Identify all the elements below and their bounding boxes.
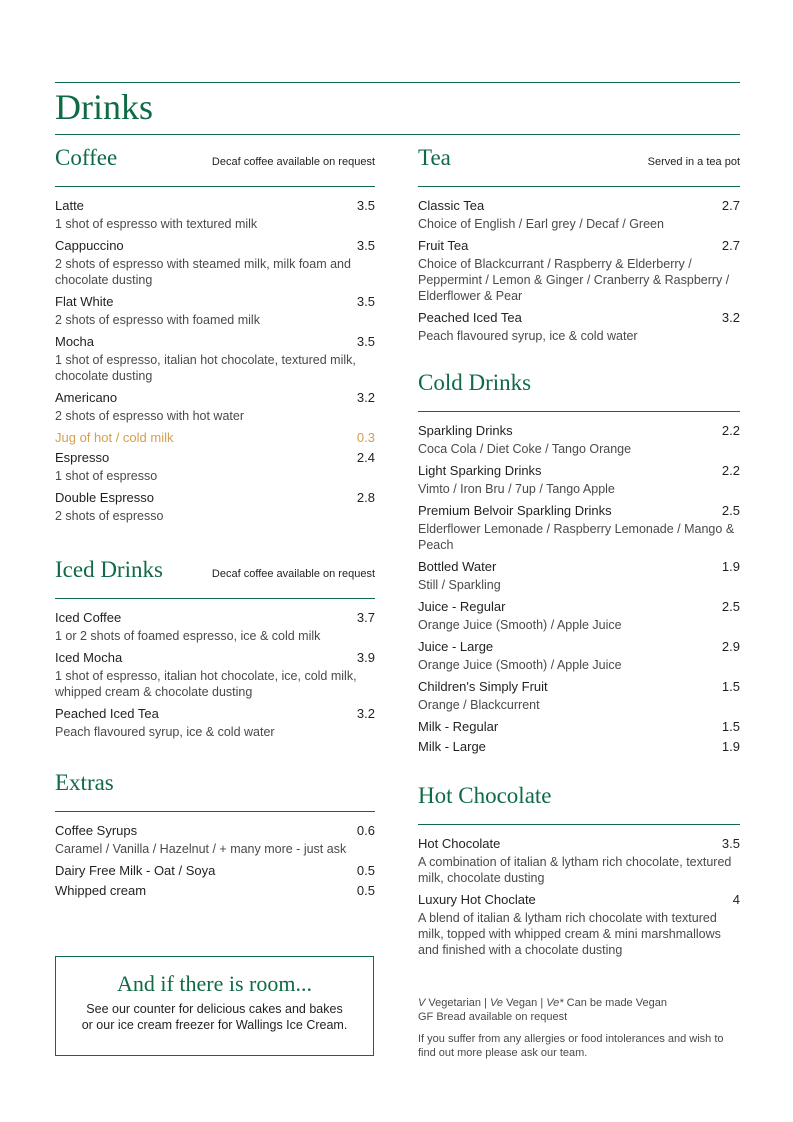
item-name: Juice - Large	[418, 639, 494, 654]
menu-item	[418, 196, 740, 232]
hot-items	[418, 834, 740, 958]
item-price: 2.5	[721, 599, 740, 614]
menu-item-row	[418, 677, 740, 697]
item-price: 0.5	[356, 863, 375, 878]
title-rule	[55, 134, 740, 135]
item-description: Choice of English / Earl grey / Decaf / Green	[418, 217, 664, 231]
menu-item-row	[55, 608, 375, 628]
item-price: 2.7	[721, 198, 740, 213]
item-name: Classic Tea	[418, 198, 485, 213]
menu-item	[418, 834, 740, 886]
menu-item	[418, 737, 740, 757]
gf-note: GF Bread available on request	[418, 1011, 568, 1023]
iced-note: Decaf coffee available on request	[211, 568, 375, 580]
menu-item-row	[55, 388, 375, 408]
item-description: Choice of Blackcurrant / Raspberry & Elderberry / Peppermint / Lemon & Ginger / Cranberry & Raspberry / Elderflower & Pear	[418, 257, 730, 303]
item-price: 3.5	[356, 294, 375, 309]
item-price: 0.5	[356, 883, 375, 898]
item-price: 2.2	[721, 463, 740, 478]
menu-item-row	[418, 890, 740, 910]
hot-section	[418, 784, 740, 962]
menu-item	[418, 308, 740, 344]
hot-title: Hot Chocolate	[418, 783, 552, 808]
room-box	[55, 956, 374, 1056]
menu-item-row	[55, 428, 375, 448]
key-ve-text: Vegan |	[503, 997, 547, 1009]
item-description: 1 or 2 shots of foamed espresso, ice & cold milk	[55, 629, 321, 643]
item-description: 1 shot of espresso, italian hot chocolate, ice, cold milk, whipped cream & chocolate dusting	[55, 669, 357, 699]
menu-item-row	[418, 461, 740, 481]
menu-item-row	[418, 597, 740, 617]
menu-item	[55, 428, 375, 448]
item-name: Americano	[55, 390, 118, 405]
item-price: 2.2	[721, 423, 740, 438]
item-description: 1 shot of espresso, italian hot chocolate, textured milk, chocolate dusting	[55, 353, 356, 383]
item-name: Peached Iced Tea	[418, 310, 522, 325]
menu-item	[55, 488, 375, 524]
item-description: 2 shots of espresso with hot water	[55, 409, 244, 423]
room-title: And if there is room...	[117, 971, 312, 996]
menu-item-row	[55, 881, 375, 901]
item-price: 3.5	[356, 238, 375, 253]
item-price: 1.9	[721, 559, 740, 574]
menu-item-row	[418, 637, 740, 657]
item-name: Dairy Free Milk - Oat / Soya	[55, 863, 216, 878]
menu-item-row	[418, 236, 740, 256]
item-description: Orange Juice (Smooth) / Apple Juice	[418, 658, 622, 672]
item-name: Milk - Regular	[418, 719, 499, 734]
hot-header	[418, 784, 740, 825]
item-price: 3.2	[356, 706, 375, 721]
item-description: 2 shots of espresso with foamed milk	[55, 313, 260, 327]
menu-item-row	[418, 557, 740, 577]
menu-item	[55, 292, 375, 328]
key-v: V	[418, 997, 426, 1009]
menu-item-row	[418, 421, 740, 441]
key-ves: Ve*	[546, 997, 564, 1009]
menu-item	[418, 236, 740, 304]
key-ves-text: Can be made Vegan	[563, 997, 667, 1009]
item-price: 2.4	[356, 450, 375, 465]
dietary-key	[418, 996, 740, 1010]
item-price: 2.9	[721, 639, 740, 654]
iced-items	[55, 608, 375, 740]
item-name: Premium Belvoir Sparkling Drinks	[418, 503, 612, 518]
item-description: Peach flavoured syrup, ice & cold water	[55, 725, 275, 739]
menu-item-row	[418, 834, 740, 854]
extras-section	[55, 771, 375, 901]
menu-item-row	[55, 704, 375, 724]
item-price: 2.7	[721, 238, 740, 253]
item-name: Coffee Syrups	[55, 823, 138, 838]
menu-item	[418, 461, 740, 497]
key-ve: Ve	[489, 997, 504, 1009]
menu-item-row	[55, 821, 375, 841]
tea-note: Served in a tea pot	[647, 156, 740, 168]
menu-item-row	[55, 648, 375, 668]
item-description: 1 shot of espresso with textured milk	[55, 217, 258, 231]
menu-item-row	[418, 308, 740, 328]
item-description: Coca Cola / Diet Coke / Tango Orange	[418, 442, 632, 456]
item-name: Jug of hot / cold milk	[55, 430, 174, 445]
menu-item	[418, 637, 740, 673]
item-description: Orange / Blackcurrent	[418, 698, 540, 712]
item-name: Fruit Tea	[418, 238, 469, 253]
room-line-2: or our ice cream freezer for Wallings Ice Cream.	[81, 1018, 348, 1032]
cold-section	[418, 371, 740, 757]
item-description: Elderflower Lemonade / Raspberry Lemonade / Mango & Peach	[418, 522, 735, 552]
item-price: 3.5	[356, 334, 375, 349]
item-name: Iced Mocha	[55, 650, 123, 665]
menu-item-row	[55, 861, 375, 881]
iced-section	[55, 558, 375, 744]
item-price: 2.5	[721, 503, 740, 518]
item-price: 3.5	[356, 198, 375, 213]
item-description: Caramel / Vanilla / Hazelnut / + many more - just ask	[55, 842, 347, 856]
coffee-note: Decaf coffee available on request	[211, 156, 375, 168]
menu-item-row	[418, 717, 740, 737]
item-price: 3.9	[356, 650, 375, 665]
menu-item	[55, 821, 375, 857]
menu-item	[418, 677, 740, 713]
coffee-title: Coffee	[55, 145, 118, 170]
item-price: 2.8	[356, 490, 375, 505]
item-name: Bottled Water	[418, 559, 497, 574]
item-price: 3.5	[721, 836, 740, 851]
item-name: Latte	[55, 198, 84, 213]
item-description: Vimto / Iron Bru / 7up / Tango Apple	[418, 482, 615, 496]
item-name: Flat White	[55, 294, 114, 309]
item-name: Sparkling Drinks	[418, 423, 513, 438]
item-name: Juice - Regular	[418, 599, 506, 614]
item-description: 2 shots of espresso	[55, 509, 164, 523]
menu-item-row	[55, 292, 375, 312]
item-name: Iced Coffee	[55, 610, 122, 625]
extras-items	[55, 821, 375, 901]
item-description: A blend of italian & lytham rich chocolate with textured milk, topped with whipped cream & mini marshmallows and finished with a chocolate dusting	[418, 911, 721, 957]
item-name: Luxury Hot Choclate	[418, 892, 536, 907]
item-name: Milk - Large	[418, 739, 486, 754]
extras-title: Extras	[55, 770, 114, 795]
tea-header	[418, 146, 740, 187]
item-description: 2 shots of espresso with steamed milk, milk foam and chocolate dusting	[55, 257, 351, 287]
item-price: 1.9	[721, 739, 740, 754]
menu-item-row	[55, 196, 375, 216]
tea-items	[418, 196, 740, 344]
menu-item	[55, 881, 375, 901]
item-name: Light Sparking Drinks	[418, 463, 542, 478]
menu-item	[55, 608, 375, 644]
item-description: A combination of italian & lytham rich chocolate, textured milk, chocolate dusting	[418, 855, 732, 885]
item-price: 3.7	[356, 610, 375, 625]
menu-item-row	[418, 737, 740, 757]
tea-title: Tea	[418, 145, 451, 170]
menu-item-row	[418, 501, 740, 521]
menu-item	[55, 236, 375, 288]
menu-item	[55, 196, 375, 232]
item-name: Espresso	[55, 450, 110, 465]
item-name: Cappuccino	[55, 238, 124, 253]
menu-item	[418, 421, 740, 457]
menu-item	[55, 448, 375, 484]
cold-header	[418, 371, 740, 412]
item-description: Still / Sparkling	[418, 578, 501, 592]
item-price: 0.6	[356, 823, 375, 838]
item-description: Orange Juice (Smooth) / Apple Juice	[418, 618, 622, 632]
iced-title: Iced Drinks	[55, 557, 163, 582]
menu-item	[55, 704, 375, 740]
item-price: 4	[732, 892, 740, 907]
item-price: 3.2	[356, 390, 375, 405]
menu-item-row	[418, 196, 740, 216]
footer	[418, 996, 740, 1060]
tea-section	[418, 146, 740, 348]
menu-item-row	[55, 488, 375, 508]
item-name: Double Espresso	[55, 490, 154, 505]
room-line-1: See our counter for delicious cakes and bakes	[86, 1002, 343, 1016]
menu-item-row	[55, 448, 375, 468]
page-title: Drinks	[55, 87, 153, 127]
item-name: Mocha	[55, 334, 95, 349]
cold-title: Cold Drinks	[418, 370, 532, 395]
coffee-items	[55, 196, 375, 524]
coffee-section	[55, 146, 375, 528]
item-name: Peached Iced Tea	[55, 706, 159, 721]
cold-items	[418, 421, 740, 757]
menu-item-row	[55, 332, 375, 352]
coffee-header	[55, 146, 375, 187]
item-price: 3.2	[721, 310, 740, 325]
menu-item	[55, 332, 375, 384]
top-rule	[55, 82, 740, 83]
item-name: Whipped cream	[55, 883, 147, 898]
item-price: 1.5	[721, 679, 740, 694]
item-price: 0.3	[356, 430, 375, 445]
item-price: 1.5	[721, 719, 740, 734]
item-description: Peach flavoured syrup, ice & cold water	[418, 329, 638, 343]
iced-header	[55, 558, 375, 599]
menu-item-row	[55, 236, 375, 256]
item-description: 1 shot of espresso	[55, 469, 158, 483]
item-name: Children's Simply Fruit	[418, 679, 548, 694]
menu-item	[418, 717, 740, 737]
extras-header	[55, 771, 375, 812]
menu-item	[55, 648, 375, 700]
menu-item	[418, 890, 740, 958]
key-v-text: Vegetarian |	[425, 997, 490, 1009]
allergy-note: If you suffer from any allergies or food intolerances and wish to find out more please ask our team.	[418, 1033, 724, 1059]
item-name: Hot Chocolate	[418, 836, 501, 851]
menu-item	[418, 501, 740, 553]
menu-item	[418, 557, 740, 593]
menu-item	[55, 861, 375, 881]
menu-item	[418, 597, 740, 633]
menu-item	[55, 388, 375, 424]
